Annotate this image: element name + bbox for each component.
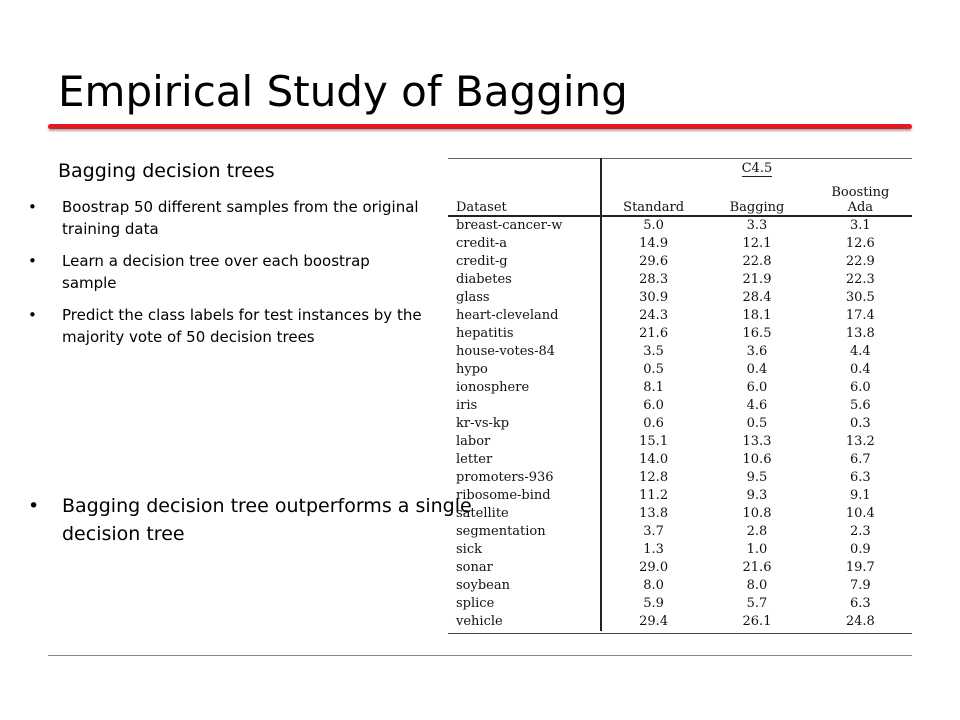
cell-standard: 15.1 [639, 434, 669, 449]
cell-bagging: 18.1 [742, 308, 772, 323]
cell-bagging: 10.6 [742, 452, 772, 467]
table-row [448, 216, 912, 235]
bullet-text: Boostrap 50 different samples from the original training data [62, 198, 419, 238]
cell-standard: 29.4 [639, 614, 669, 629]
conclusion-text: Bagging decision tree outperforms a single decision tree [62, 495, 472, 545]
bullet-icon: • [28, 252, 37, 270]
cell-standard: 1.3 [643, 542, 664, 557]
table-row [448, 559, 912, 577]
table-row [448, 379, 912, 397]
cell-dataset: sonar [448, 559, 601, 577]
cell-boosting: 13.8 [845, 326, 875, 341]
cell-boosting: 22.3 [845, 272, 875, 287]
cell-standard: 8.0 [643, 578, 664, 593]
cell-boosting: 4.4 [849, 344, 871, 359]
cell-bagging: 28.4 [742, 290, 772, 305]
bullet-item [28, 250, 428, 294]
cell-bagging: 2.8 [746, 524, 768, 539]
cell-boosting: 12.6 [845, 236, 875, 251]
table-row [448, 595, 912, 613]
table-row [448, 271, 912, 289]
cell-dataset: kr-vs-kp [448, 415, 601, 433]
cell-bagging: 3.6 [746, 344, 768, 359]
table-row [448, 451, 912, 469]
cell-bagging: 22.8 [742, 254, 772, 269]
cell-standard: 0.5 [643, 362, 664, 377]
cell-dataset: segmentation [448, 523, 601, 541]
col-header-boosting [809, 179, 912, 216]
cell-standard: 14.0 [639, 452, 669, 467]
cell-boosting: 5.6 [849, 398, 871, 413]
cell-dataset: ionosphere [448, 379, 601, 397]
table-row [448, 307, 912, 325]
cell-boosting: 7.9 [849, 578, 871, 593]
cell-boosting: 6.3 [849, 596, 871, 611]
table-row [448, 361, 912, 379]
cell-standard: 5.9 [643, 596, 664, 611]
cell-bagging: 8.0 [746, 578, 768, 593]
cell-dataset: letter [448, 451, 601, 469]
cell-dataset: heart-cleveland [448, 307, 601, 325]
cell-bagging: 9.3 [746, 488, 768, 503]
cell-bagging: 0.5 [746, 416, 768, 431]
bullet-item [28, 304, 428, 348]
cell-boosting: 17.4 [845, 308, 875, 323]
cell-bagging: 10.8 [742, 506, 772, 521]
cell-bagging: 6.0 [746, 380, 768, 395]
slide-title: Empirical Study of Bagging [58, 67, 628, 116]
cell-bagging: 9.5 [746, 470, 768, 485]
cell-boosting: 24.8 [845, 614, 875, 629]
cell-bagging: 21.6 [742, 560, 772, 575]
table-row [448, 541, 912, 559]
table-row [448, 577, 912, 595]
cell-dataset: iris [448, 397, 601, 415]
group-header: C4.5 [741, 161, 773, 176]
cell-dataset: splice [448, 595, 601, 613]
cell-bagging: 12.1 [742, 236, 772, 251]
cell-bagging: 26.1 [742, 614, 772, 629]
cell-standard: 11.2 [639, 488, 669, 503]
table-row [448, 523, 912, 541]
table-row [448, 613, 912, 631]
cell-bagging: 3.3 [746, 218, 768, 233]
col-header-dataset: Dataset [448, 179, 601, 216]
cell-standard: 13.8 [639, 506, 669, 521]
cell-boosting: 6.3 [849, 470, 871, 485]
cell-boosting: 6.7 [849, 452, 871, 467]
cell-boosting: 0.3 [849, 416, 871, 431]
cell-standard: 14.9 [639, 236, 669, 251]
table-row [448, 415, 912, 433]
cell-dataset: promoters-936 [448, 469, 601, 487]
cell-standard: 30.9 [639, 290, 669, 305]
cell-dataset: ribosome-bind [448, 487, 601, 505]
table-row [448, 235, 912, 253]
cell-dataset: labor [448, 433, 601, 451]
title-underline [48, 124, 912, 129]
conclusion-bullet [28, 492, 492, 548]
cell-boosting: 3.1 [849, 218, 871, 233]
cell-dataset: credit-a [448, 235, 601, 253]
cell-bagging: 5.7 [746, 596, 768, 611]
cell-bagging: 4.6 [746, 398, 768, 413]
table-row [448, 469, 912, 487]
bullet-list [28, 196, 428, 358]
cell-boosting: 30.5 [845, 290, 875, 305]
table-row [448, 487, 912, 505]
table-row [448, 289, 912, 307]
bullet-icon: • [28, 198, 37, 216]
cell-dataset: breast-cancer-w [448, 216, 601, 235]
col-header-standard: Standard [601, 179, 706, 216]
table-row [448, 433, 912, 451]
cell-dataset: glass [448, 289, 601, 307]
cell-dataset: credit-g [448, 253, 601, 271]
footer-divider [48, 655, 912, 656]
cell-dataset: hepatitis [448, 325, 601, 343]
cell-boosting: 22.9 [845, 254, 875, 269]
cell-boosting: 6.0 [849, 380, 871, 395]
cell-boosting: 19.7 [845, 560, 875, 575]
cell-dataset: hypo [448, 361, 601, 379]
table-bottom-rule [448, 633, 912, 634]
cell-dataset: house-votes-84 [448, 343, 601, 361]
col-header-boosting-line2: Ada [847, 200, 874, 215]
cell-boosting: 9.1 [849, 488, 871, 503]
cell-standard: 29.0 [639, 560, 669, 575]
col-header-bagging: Bagging [705, 179, 808, 216]
cell-dataset: satellite [448, 505, 601, 523]
table-row [448, 253, 912, 271]
cell-dataset: diabetes [448, 271, 601, 289]
bullet-icon: • [28, 306, 37, 324]
cell-boosting: 2.3 [849, 524, 871, 539]
cell-dataset: soybean [448, 577, 601, 595]
cell-standard: 3.7 [643, 524, 664, 539]
cell-bagging: 1.0 [746, 542, 768, 557]
table-row [448, 397, 912, 415]
cell-bagging: 13.3 [742, 434, 772, 449]
bullet-icon: • [28, 495, 40, 517]
cell-dataset: vehicle [448, 613, 601, 631]
cell-bagging: 21.9 [742, 272, 772, 287]
results-table-figure [448, 158, 912, 628]
table-row [448, 325, 912, 343]
cell-boosting: 0.4 [849, 362, 871, 377]
cell-standard: 6.0 [643, 398, 664, 413]
cell-standard: 28.3 [639, 272, 669, 287]
table-row [448, 343, 912, 361]
results-table [448, 158, 912, 631]
cell-bagging: 0.4 [746, 362, 768, 377]
cell-standard: 12.8 [639, 470, 669, 485]
cell-boosting: 0.9 [849, 542, 871, 557]
bullet-text: Learn a decision tree over each boostrap sample [62, 252, 370, 292]
cell-standard: 29.6 [639, 254, 669, 269]
table-row [448, 505, 912, 523]
bullet-text: Predict the class labels for test instances by the majority vote of 50 decision trees [62, 306, 422, 346]
cell-boosting: 13.2 [845, 434, 875, 449]
cell-boosting: 10.4 [845, 506, 875, 521]
bullet-item [28, 196, 428, 240]
cell-standard: 0.6 [643, 416, 664, 431]
cell-standard: 5.0 [643, 218, 664, 233]
cell-dataset: sick [448, 541, 601, 559]
cell-standard: 8.1 [643, 380, 664, 395]
cell-standard: 21.6 [639, 326, 669, 341]
col-header-boosting-line1: Boosting [831, 185, 890, 200]
subheading: Bagging decision trees [58, 160, 275, 182]
cell-bagging: 16.5 [742, 326, 772, 341]
cell-standard: 3.5 [643, 344, 664, 359]
cell-standard: 24.3 [639, 308, 669, 323]
